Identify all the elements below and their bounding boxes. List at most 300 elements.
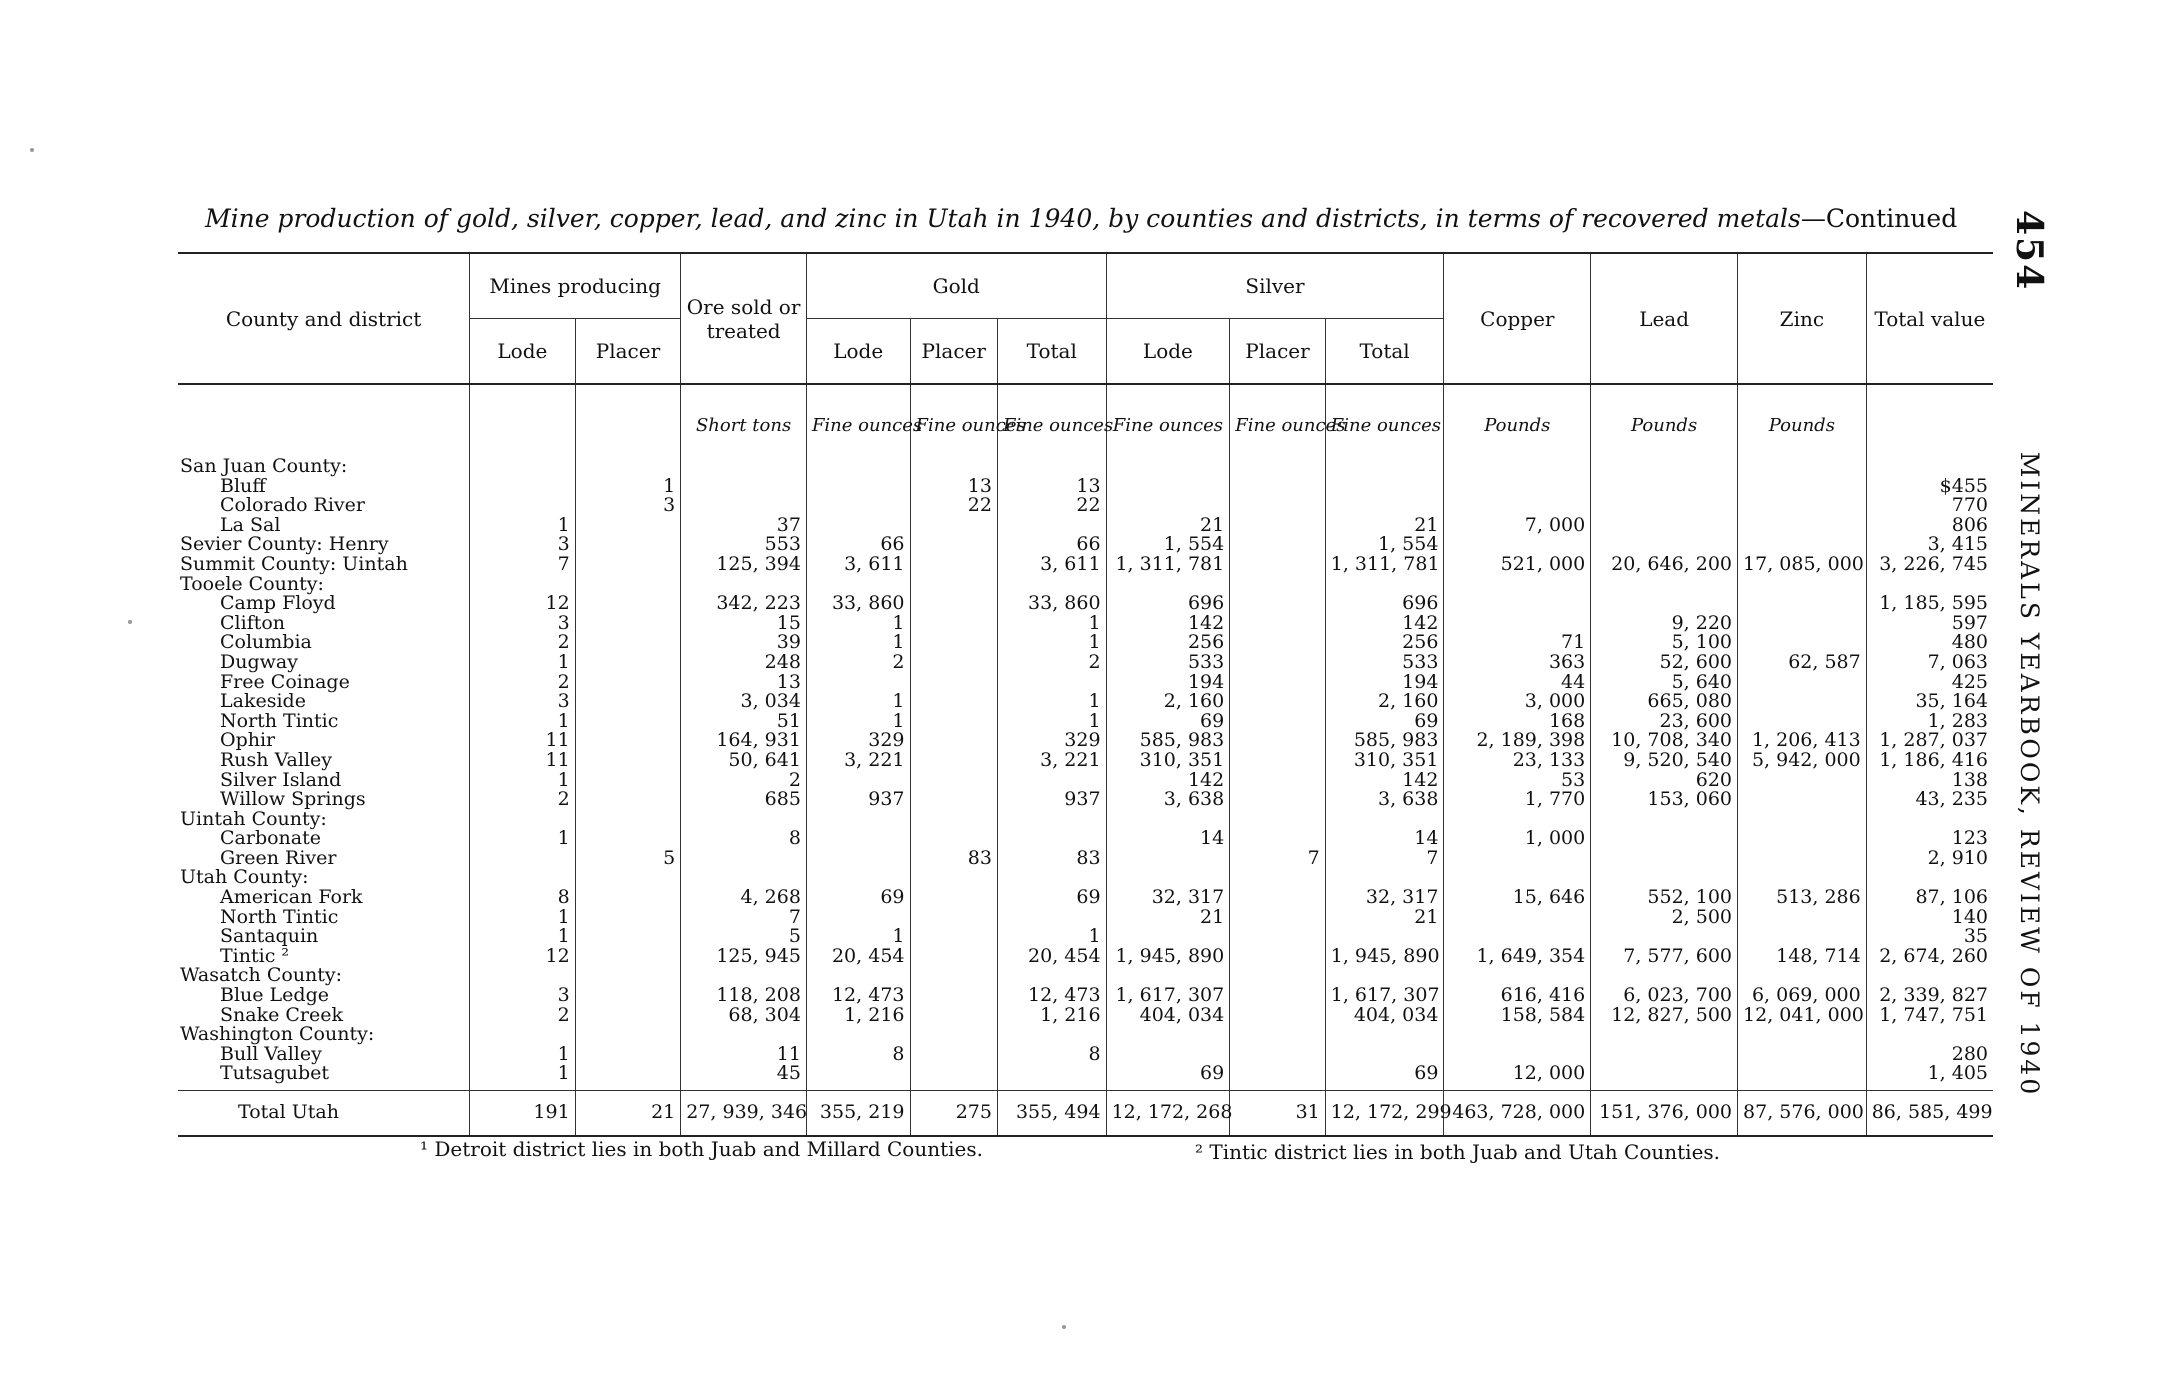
title-main: Mine production of gold, silver, copper, lead, and zinc in Utah in 1940, by counties and districts, in terms of recovered metals	[205, 204, 1801, 233]
cell-ore-sold: 3, 034	[681, 692, 807, 712]
cell-mines-placer	[575, 751, 681, 771]
total-copper: 463, 728, 000	[1444, 1091, 1591, 1137]
cell-gold-placer	[910, 555, 997, 575]
cell-gold-total	[997, 457, 1106, 477]
cell-total-value: 123	[1866, 829, 1993, 849]
cell-total-value: 1, 186, 416	[1866, 751, 1993, 771]
cell-total-value: 3, 226, 745	[1866, 555, 1993, 575]
district-name: San Juan County:	[180, 455, 348, 477]
cell-ore-sold: 11	[681, 1045, 807, 1065]
cell-gold-lode	[806, 1025, 910, 1045]
unit-gold-lode: Fine ounces	[806, 384, 910, 457]
total-mines-placer: 21	[575, 1091, 681, 1137]
cell-mines-placer	[575, 633, 681, 653]
cell-copper	[1444, 927, 1591, 947]
cell-ore-sold: 13	[681, 673, 807, 693]
district-name: Santaquin	[220, 925, 319, 948]
header-zinc: Zinc	[1738, 253, 1867, 384]
total-gold-lode: 355, 219	[806, 1091, 910, 1137]
cell-copper	[1444, 1025, 1591, 1045]
district-name: Tintic ²	[220, 944, 289, 967]
header-silver: Silver	[1106, 253, 1444, 319]
cell-mines-placer	[575, 790, 681, 810]
cell-zinc: 513, 286	[1738, 888, 1867, 908]
cell-mines-placer	[575, 535, 681, 555]
total-mines-lode: 191	[470, 1091, 576, 1137]
table-row	[178, 908, 1993, 928]
district-name: Tooele County:	[180, 572, 324, 595]
cell-mines-lode: 12	[470, 594, 576, 614]
cell-silver-placer	[1230, 516, 1326, 536]
cell-gold-total: 13	[997, 477, 1106, 497]
cell-gold-placer: 22	[910, 496, 997, 516]
cell-mines-lode: 7	[470, 555, 576, 575]
cell-silver-placer	[1230, 1025, 1326, 1045]
units-blank	[178, 384, 470, 457]
cell-silver-lode	[1106, 496, 1230, 516]
header-mines-producing: Mines producing	[470, 253, 681, 319]
cell-gold-placer	[910, 575, 997, 595]
cell-ore-sold	[681, 457, 807, 477]
cell-mines-placer	[575, 457, 681, 477]
cell-mines-placer	[575, 731, 681, 751]
cell-copper: 3, 000	[1444, 692, 1591, 712]
cell-ore-sold: 125, 394	[681, 555, 807, 575]
cell-ore-sold: 8	[681, 829, 807, 849]
cell-silver-placer	[1230, 1045, 1326, 1065]
cell-copper: 2, 189, 398	[1444, 731, 1591, 751]
total-ore-sold: 27, 939, 346	[681, 1091, 807, 1137]
cell-mines-placer	[575, 947, 681, 967]
cell-gold-total: 1	[997, 692, 1106, 712]
cell-lead: 620	[1591, 771, 1738, 791]
cell-mines-placer	[575, 986, 681, 1006]
district-name: Clifton	[220, 611, 286, 634]
cell-silver-total	[1325, 496, 1444, 516]
cell-gold-placer	[910, 966, 997, 986]
cell-lead: 20, 646, 200	[1591, 555, 1738, 575]
cell-silver-total: 310, 351	[1325, 751, 1444, 771]
cell-silver-lode: 142	[1106, 771, 1230, 791]
cell-copper: 168	[1444, 712, 1591, 732]
cell-zinc	[1738, 477, 1867, 497]
cell-mines-placer	[575, 966, 681, 986]
cell-gold-placer	[910, 712, 997, 732]
cell-silver-placer	[1230, 555, 1326, 575]
cell-zinc: 148, 714	[1738, 947, 1867, 967]
cell-ore-sold: 68, 304	[681, 1006, 807, 1026]
cell-silver-lode: 310, 351	[1106, 751, 1230, 771]
cell-gold-placer: 13	[910, 477, 997, 497]
cell-lead: 10, 708, 340	[1591, 731, 1738, 751]
cell-silver-total: 1, 617, 307	[1325, 986, 1444, 1006]
cell-total-value: 138	[1866, 771, 1993, 791]
cell-silver-placer	[1230, 653, 1326, 673]
cell-lead: 552, 100	[1591, 888, 1738, 908]
cell-copper: 15, 646	[1444, 888, 1591, 908]
cell-gold-total	[997, 810, 1106, 830]
unit-lead: Pounds	[1591, 384, 1738, 457]
table-row	[178, 1006, 1993, 1026]
cell-silver-placer	[1230, 1006, 1326, 1026]
cell-silver-total: 14	[1325, 829, 1444, 849]
cell-lead	[1591, 1025, 1738, 1045]
cell-lead: 153, 060	[1591, 790, 1738, 810]
cell-gold-lode: 1	[806, 712, 910, 732]
cell-total-value: 280	[1866, 1045, 1993, 1065]
table-row	[178, 829, 1993, 849]
cell-mines-placer	[575, 829, 681, 849]
cell-copper: 12, 000	[1444, 1064, 1591, 1084]
cell-mines-placer	[575, 810, 681, 830]
cell-gold-lode	[806, 829, 910, 849]
cell-gold-lode: 8	[806, 1045, 910, 1065]
cell-mines-placer	[575, 614, 681, 634]
cell-total-value	[1866, 457, 1993, 477]
cell-gold-lode: 20, 454	[806, 947, 910, 967]
cell-gold-total: 33, 860	[997, 594, 1106, 614]
cell-ore-sold: 164, 931	[681, 731, 807, 751]
cell-ore-sold: 685	[681, 790, 807, 810]
cell-mines-lode: 3	[470, 986, 576, 1006]
production-table	[178, 252, 1993, 1137]
cell-silver-placer	[1230, 771, 1326, 791]
table-row	[178, 731, 1993, 751]
cell-gold-total	[997, 1064, 1106, 1084]
cell-gold-placer	[910, 908, 997, 928]
total-row	[178, 1091, 1993, 1137]
cell-ore-sold: 118, 208	[681, 986, 807, 1006]
table-row	[178, 1025, 1993, 1045]
cell-copper	[1444, 594, 1591, 614]
cell-lead	[1591, 496, 1738, 516]
cell-mines-lode: 12	[470, 947, 576, 967]
cell-silver-placer	[1230, 790, 1326, 810]
cell-mines-placer	[575, 712, 681, 732]
cell-zinc	[1738, 810, 1867, 830]
header-gold-lode: Lode	[806, 319, 910, 385]
cell-silver-total: 404, 034	[1325, 1006, 1444, 1026]
cell-silver-placer	[1230, 535, 1326, 555]
cell-mines-lode: 8	[470, 888, 576, 908]
cell-mines-lode: 2	[470, 1006, 576, 1026]
cell-lead: 9, 520, 540	[1591, 751, 1738, 771]
cell-silver-placer	[1230, 810, 1326, 830]
cell-silver-lode: 21	[1106, 908, 1230, 928]
cell-total-value: 770	[1866, 496, 1993, 516]
cell-silver-total: 69	[1325, 712, 1444, 732]
table-row	[178, 927, 1993, 947]
header-silver-placer: Placer	[1230, 319, 1326, 385]
cell-gold-total: 1, 216	[997, 1006, 1106, 1026]
units-blank	[1866, 384, 1993, 457]
cell-mines-lode: 2	[470, 790, 576, 810]
cell-lead	[1591, 829, 1738, 849]
cell-mines-placer	[575, 575, 681, 595]
cell-mines-placer	[575, 771, 681, 791]
unit-silver-lode: Fine ounces	[1106, 384, 1230, 457]
cell-zinc	[1738, 927, 1867, 947]
header-copper: Copper	[1444, 253, 1591, 384]
total-zinc: 87, 576, 000	[1738, 1091, 1867, 1137]
cell-mines-lode: 11	[470, 731, 576, 751]
cell-copper	[1444, 908, 1591, 928]
cell-ore-sold	[681, 810, 807, 830]
table-row	[178, 457, 1993, 477]
header-mines-lode: Lode	[470, 319, 576, 385]
cell-gold-lode: 3, 611	[806, 555, 910, 575]
district-name: Wasatch County:	[180, 964, 343, 987]
district-name: Tutsagubet	[220, 1062, 330, 1085]
cell-gold-lode: 1, 216	[806, 1006, 910, 1026]
cell-mines-placer	[575, 927, 681, 947]
cell-silver-placer	[1230, 908, 1326, 928]
cell-silver-placer	[1230, 1064, 1326, 1084]
header-gold: Gold	[806, 253, 1106, 319]
cell-gold-total: 1	[997, 927, 1106, 947]
cell-ore-sold	[681, 496, 807, 516]
cell-copper: 7, 000	[1444, 516, 1591, 536]
total-total-value: 86, 585, 499	[1866, 1091, 1993, 1137]
district-name: Willow Springs	[220, 788, 366, 811]
table-row	[178, 653, 1993, 673]
district-name: Camp Floyd	[220, 592, 336, 615]
unit-copper: Pounds	[1444, 384, 1591, 457]
cell-total-value: 1, 747, 751	[1866, 1006, 1993, 1026]
cell-silver-placer	[1230, 692, 1326, 712]
cell-zinc	[1738, 496, 1867, 516]
cell-silver-total: 194	[1325, 673, 1444, 693]
cell-mines-lode: 1	[470, 908, 576, 928]
speck	[30, 148, 34, 152]
cell-total-value: 425	[1866, 673, 1993, 693]
cell-gold-lode: 937	[806, 790, 910, 810]
cell-lead: 6, 023, 700	[1591, 986, 1738, 1006]
total-gold-placer: 275	[910, 1091, 997, 1137]
table-row	[178, 947, 1993, 967]
district-name: Green River	[220, 846, 337, 869]
total-gold-total: 355, 494	[997, 1091, 1106, 1137]
total-lead: 151, 376, 000	[1591, 1091, 1738, 1137]
cell-silver-placer	[1230, 477, 1326, 497]
cell-silver-placer	[1230, 614, 1326, 634]
header-ore-sold: Ore sold or treated	[681, 253, 807, 384]
cell-silver-total: 69	[1325, 1064, 1444, 1084]
cell-silver-placer	[1230, 751, 1326, 771]
cell-copper: 616, 416	[1444, 986, 1591, 1006]
district-name: Washington County:	[180, 1023, 375, 1046]
district-name: Snake Creek	[220, 1003, 343, 1026]
cell-gold-lode	[806, 810, 910, 830]
cell-ore-sold: 50, 641	[681, 751, 807, 771]
cell-copper: 158, 584	[1444, 1006, 1591, 1026]
cell-zinc	[1738, 673, 1867, 693]
cell-gold-lode: 329	[806, 731, 910, 751]
cell-gold-total: 22	[997, 496, 1106, 516]
cell-gold-lode: 33, 860	[806, 594, 910, 614]
total-silver-placer: 31	[1230, 1091, 1326, 1137]
cell-gold-placer	[910, 790, 997, 810]
cell-silver-placer	[1230, 594, 1326, 614]
footnote-1: ¹ Detroit district lies in both Juab and Millard Counties.	[420, 1137, 983, 1161]
cell-gold-placer	[910, 947, 997, 967]
cell-total-value: 2, 339, 827	[1866, 986, 1993, 1006]
table-row	[178, 496, 1993, 516]
running-head-text: MINERALS YEARBOOK, REVIEW OF 1940	[2015, 451, 2044, 1098]
cell-silver-lode: 1, 554	[1106, 535, 1230, 555]
cell-gold-placer	[910, 535, 997, 555]
table-row	[178, 810, 1993, 830]
cell-silver-total: 2, 160	[1325, 692, 1444, 712]
cell-silver-lode	[1106, 849, 1230, 869]
cell-silver-total: 32, 317	[1325, 888, 1444, 908]
cell-mines-lode: 1	[470, 927, 576, 947]
cell-total-value	[1866, 1025, 1993, 1045]
cell-gold-lode	[806, 496, 910, 516]
cell-gold-lode	[806, 849, 910, 869]
unit-silver-total: Fine ounces	[1325, 384, 1444, 457]
cell-lead: 12, 827, 500	[1591, 1006, 1738, 1026]
cell-gold-placer	[910, 868, 997, 888]
cell-lead	[1591, 1045, 1738, 1065]
header-gold-placer: Placer	[910, 319, 997, 385]
cell-mines-lode: 1	[470, 1064, 576, 1084]
cell-ore-sold: 51	[681, 712, 807, 732]
title-continued: —Continued	[1800, 204, 1958, 233]
cell-silver-total: 585, 983	[1325, 731, 1444, 751]
cell-gold-total: 20, 454	[997, 947, 1106, 967]
cell-mines-lode	[470, 457, 576, 477]
total-silver-lode: 12, 172, 268	[1106, 1091, 1230, 1137]
page-number: 454	[2008, 210, 2050, 292]
cell-zinc: 12, 041, 000	[1738, 1006, 1867, 1026]
cell-gold-placer	[910, 731, 997, 751]
cell-copper	[1444, 496, 1591, 516]
cell-silver-placer	[1230, 575, 1326, 595]
units-blank	[575, 384, 681, 457]
cell-gold-placer	[910, 633, 997, 653]
cell-mines-lode: 2	[470, 673, 576, 693]
district-name: Bluff	[220, 474, 266, 497]
cell-silver-lode: 194	[1106, 673, 1230, 693]
table-row	[178, 594, 1993, 614]
cell-zinc	[1738, 457, 1867, 477]
cell-gold-total	[997, 1025, 1106, 1045]
cell-total-value: 7, 063	[1866, 653, 1993, 673]
cell-gold-total	[997, 829, 1106, 849]
cell-gold-lode: 1	[806, 927, 910, 947]
cell-silver-placer	[1230, 712, 1326, 732]
cell-lead: 5, 640	[1591, 673, 1738, 693]
cell-lead	[1591, 516, 1738, 536]
cell-total-value: 43, 235	[1866, 790, 1993, 810]
cell-mines-placer	[575, 653, 681, 673]
cell-mines-placer	[575, 908, 681, 928]
cell-gold-total: 1	[997, 712, 1106, 732]
cell-total-value: 1, 185, 595	[1866, 594, 1993, 614]
cell-ore-sold: 342, 223	[681, 594, 807, 614]
cell-mines-lode: 1	[470, 516, 576, 536]
cell-copper: 1, 770	[1444, 790, 1591, 810]
cell-silver-lode: 533	[1106, 653, 1230, 673]
cell-gold-placer	[910, 829, 997, 849]
cell-gold-placer	[910, 457, 997, 477]
cell-silver-placer	[1230, 731, 1326, 751]
header-mines-placer: Placer	[575, 319, 681, 385]
cell-zinc: 17, 085, 000	[1738, 555, 1867, 575]
cell-gold-lode: 1	[806, 633, 910, 653]
cell-silver-lode: 21	[1106, 516, 1230, 536]
cell-copper: 1, 000	[1444, 829, 1591, 849]
cell-silver-lode: 1, 617, 307	[1106, 986, 1230, 1006]
cell-gold-total: 83	[997, 849, 1106, 869]
cell-zinc	[1738, 692, 1867, 712]
cell-copper: 44	[1444, 673, 1591, 693]
cell-gold-total: 3, 611	[997, 555, 1106, 575]
cell-silver-placer	[1230, 966, 1326, 986]
cell-lead	[1591, 594, 1738, 614]
cell-mines-lode	[470, 477, 576, 497]
district-name: Sevier County: Henry	[180, 533, 389, 556]
cell-mines-placer	[575, 1045, 681, 1065]
cell-silver-total: 1, 945, 890	[1325, 947, 1444, 967]
header-total-value: Total value	[1866, 253, 1993, 384]
cell-gold-lode: 2	[806, 653, 910, 673]
cell-mines-lode: 11	[470, 751, 576, 771]
cell-copper: 363	[1444, 653, 1591, 673]
district-name: Bull Valley	[220, 1042, 322, 1065]
cell-gold-lode: 1	[806, 692, 910, 712]
cell-gold-total: 1	[997, 633, 1106, 653]
cell-zinc	[1738, 516, 1867, 536]
unit-ore: Short tons	[681, 384, 807, 457]
cell-silver-placer: 7	[1230, 849, 1326, 869]
unit-silver-placer: Fine ounces	[1230, 384, 1326, 457]
cell-ore-sold: 2	[681, 771, 807, 791]
cell-gold-placer	[910, 888, 997, 908]
cell-total-value: 3, 415	[1866, 535, 1993, 555]
header-silver-lode: Lode	[1106, 319, 1230, 385]
units-blank	[470, 384, 576, 457]
cell-ore-sold: 4, 268	[681, 888, 807, 908]
cell-copper: 23, 133	[1444, 751, 1591, 771]
cell-mines-placer	[575, 868, 681, 888]
district-name: Silver Island	[220, 768, 342, 791]
cell-silver-lode	[1106, 1025, 1230, 1045]
district-name: American Fork	[220, 886, 363, 909]
district-name: Free Coinage	[220, 670, 350, 693]
table-row	[178, 888, 1993, 908]
cell-gold-placer	[910, 1064, 997, 1084]
cell-silver-lode: 69	[1106, 1064, 1230, 1084]
cell-gold-total: 69	[997, 888, 1106, 908]
cell-mines-placer	[575, 888, 681, 908]
cell-mines-lode: 2	[470, 633, 576, 653]
cell-gold-lode: 3, 221	[806, 751, 910, 771]
cell-mines-lode: 1	[470, 1045, 576, 1065]
cell-mines-placer	[575, 555, 681, 575]
cell-silver-placer	[1230, 888, 1326, 908]
cell-mines-placer: 1	[575, 477, 681, 497]
cell-silver-lode: 14	[1106, 829, 1230, 849]
cell-silver-placer	[1230, 927, 1326, 947]
cell-ore-sold	[681, 477, 807, 497]
cell-gold-placer	[910, 810, 997, 830]
cell-gold-placer	[910, 594, 997, 614]
cell-silver-total	[1325, 927, 1444, 947]
cell-copper	[1444, 477, 1591, 497]
cell-silver-total: 21	[1325, 516, 1444, 536]
